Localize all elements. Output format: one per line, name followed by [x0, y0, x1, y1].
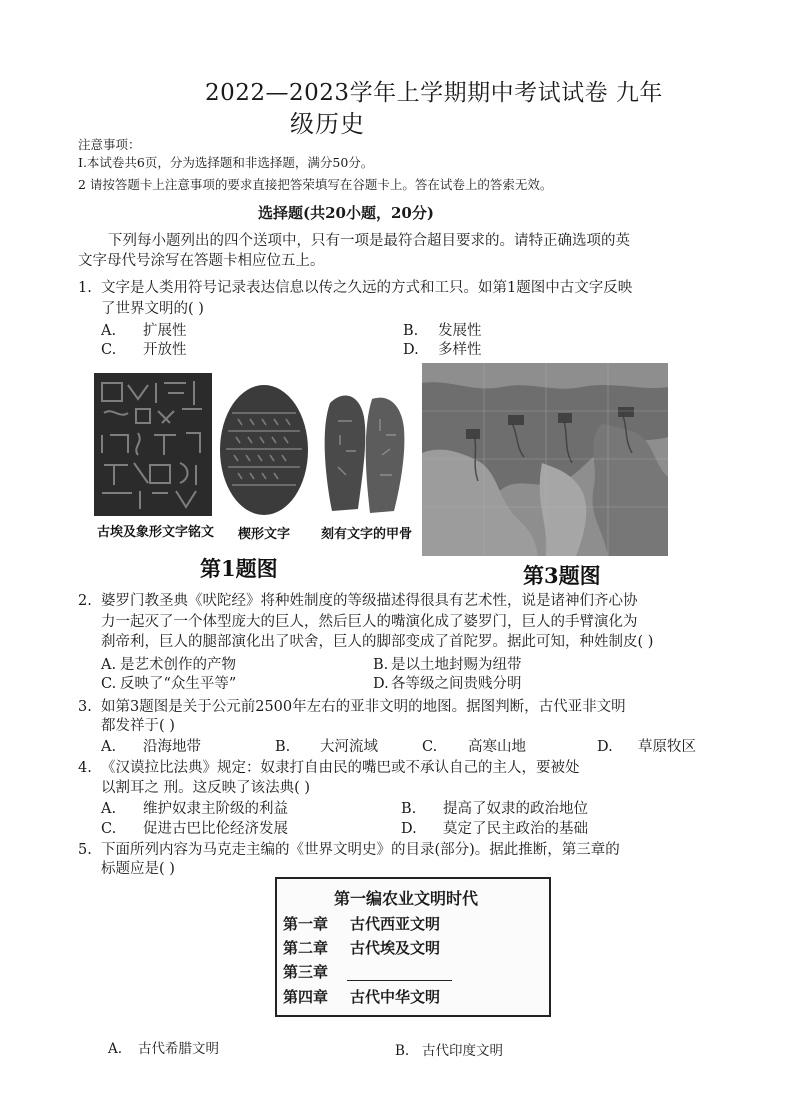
q3-option-d: 草原牧区 [638, 739, 696, 755]
q2-option-b-letter: B. [373, 657, 389, 673]
q2-option-d-letter: D. [373, 676, 389, 692]
afro-asian-civilization-map [422, 363, 668, 556]
oracle-bone-image [316, 385, 412, 517]
fig3-label: 第3题图 [523, 563, 601, 588]
q2-option-d: 各等级之间贵贱分明 [391, 676, 522, 692]
q3-option-c-letter: C. [422, 739, 438, 755]
q2-number: 2. [78, 593, 92, 609]
q3-option-c: 高寒山地 [468, 739, 526, 755]
notes-item-2: 2 请按答题卡上注意事项的要求直接把答荣填写在谷题卡上。答在试卷上的答索无效。 [78, 177, 553, 192]
q2-option-a: 是艺术创作的产物 [120, 657, 236, 673]
q5-option-a: 古代希腊文明 [138, 1041, 219, 1057]
q4-option-d-letter: D. [401, 821, 417, 837]
cuneiform-tablet-image [218, 383, 310, 517]
q2-option-c: 反映了“众生平等” [120, 676, 237, 692]
fig1-caption-cuneiform: 楔形文字 [238, 527, 291, 542]
q5-option-b-letter: B. [395, 1043, 410, 1059]
q1-option-d-letter: D. [403, 342, 419, 358]
q4-stem-line1: 《汉谟拉比法典》规定：奴隶打自由民的嘴巴或不承认自己的主人，要被处 [101, 760, 580, 776]
q1-option-a-letter: A. [101, 323, 117, 339]
q1-option-c: 开放性 [143, 342, 187, 358]
toc-chapter-1-label: 第一章 [283, 915, 329, 933]
q4-option-d: 莫定了民主政治的基础 [443, 821, 588, 837]
toc-chapter-2-title: 古代埃及文明 [350, 939, 441, 957]
egyptian-hieroglyph-image [94, 373, 212, 516]
toc-chapter-1-title: 古代西亚文明 [350, 915, 441, 933]
q1-number: 1. [78, 280, 92, 296]
exam-title-line1: 2022—2023学年上学期期中考试试卷 九年 [205, 80, 663, 106]
q5-option-b: 古代印度文明 [422, 1043, 503, 1059]
q1-stem-line1: 文字是人类用符号记录表达信息以传之久远的方式和工只。如第1题图中古文字反映 [101, 280, 633, 296]
notes-item-1: I.本试卷共6页，分为选择题和非选择题，满分50分。 [78, 155, 374, 170]
q1-option-c-letter: C. [101, 342, 117, 358]
toc-chapter-4-label: 第四章 [283, 988, 329, 1006]
toc-chapter-4-title: 古代中华文明 [350, 988, 441, 1006]
q4-option-b: 提高了奴隶的政治地位 [443, 801, 588, 817]
q5-option-a-letter: A. [108, 1041, 123, 1057]
q4-number: 4. [78, 760, 92, 776]
fig1-caption-oracle: 刻有文字的甲骨 [321, 527, 413, 542]
q3-number: 3. [78, 699, 92, 715]
toc-heading: 第一编农业文明时代 [334, 889, 479, 908]
q3-stem-line1: 如第3题图是关于公元前2500年左右的亚非文明的地图。据图判断，古代亚非文明 [101, 699, 626, 715]
toc-chapter-3-blank-line [347, 980, 452, 981]
q2-stem-line2: 力一起灭了一个体型庞大的巨人，然后巨人的嘴演化成了婆罗门，巨人的手臂演化为 [101, 614, 638, 630]
q5-number: 5. [78, 842, 92, 858]
toc-chapter-2-label: 第二章 [283, 939, 329, 957]
q1-option-b: 发展性 [438, 323, 482, 339]
section-intro-line1: 下列每小题列出的四个送项中，只有一项是最符合超目要求的。请特正确选项的英 [108, 233, 630, 249]
q2-stem-line1: 婆罗门教圣典《吠陀经》将种姓制度的等级描述得很具有艺术性，说是诸神们齐心协 [101, 593, 638, 609]
q2-stem-line3: 刹帝利，巨人的腿部演化出了吠舍，巨人的脚部变成了首陀罗。据此可知，种姓制皮( ) [101, 634, 654, 650]
q5-stem-line2: 标题应是( ) [101, 861, 175, 877]
q2-option-b: 是以土地封赐为纽带 [391, 657, 522, 673]
q2-option-a-letter: A. [101, 657, 117, 673]
section-intro-line2: 文字母代号涂写在答题卡相应位五上。 [78, 253, 325, 269]
q3-stem-line2: 都发祥于( ) [101, 718, 175, 734]
q1-option-b-letter: B. [403, 323, 419, 339]
toc-chapter-3-label: 第三章 [283, 963, 329, 981]
q4-option-b-letter: B. [401, 801, 417, 817]
q2-option-c-letter: C. [101, 676, 117, 692]
q4-option-c-letter: C. [101, 821, 117, 837]
q3-option-d-letter: D. [597, 739, 613, 755]
q5-stem-line1: 下面所列内容为马克走主编的《世界文明史》的目录(部分)。据此推断，第三章的 [101, 842, 620, 858]
q4-option-a-letter: A. [101, 801, 117, 817]
q1-stem-line2: 了世界文明的( ) [101, 301, 204, 317]
fig1-label: 第1题图 [200, 556, 278, 581]
exam-title-line2: 级历史 [290, 110, 365, 138]
q1-option-a: 扩展性 [143, 323, 187, 339]
q4-option-a: 维护奴隶主阶级的利益 [143, 801, 288, 817]
q3-option-a: 沿海地带 [143, 739, 201, 755]
q3-option-b: 大河流域 [320, 739, 378, 755]
q4-stem-line2: 以割耳之 刑。这反映了该法典( ) [101, 780, 311, 796]
q3-option-b-letter: B. [275, 739, 291, 755]
notes-heading: 注意事项： [78, 137, 141, 152]
q4-option-c: 促进古巴比伦经济发展 [143, 821, 288, 837]
fig1-caption-egypt: 古埃及象形文字铭文 [97, 525, 215, 540]
section-heading: 选择题(共20小题，20分) [258, 204, 434, 222]
q1-option-d: 多样性 [438, 342, 482, 358]
q3-option-a-letter: A. [101, 739, 117, 755]
